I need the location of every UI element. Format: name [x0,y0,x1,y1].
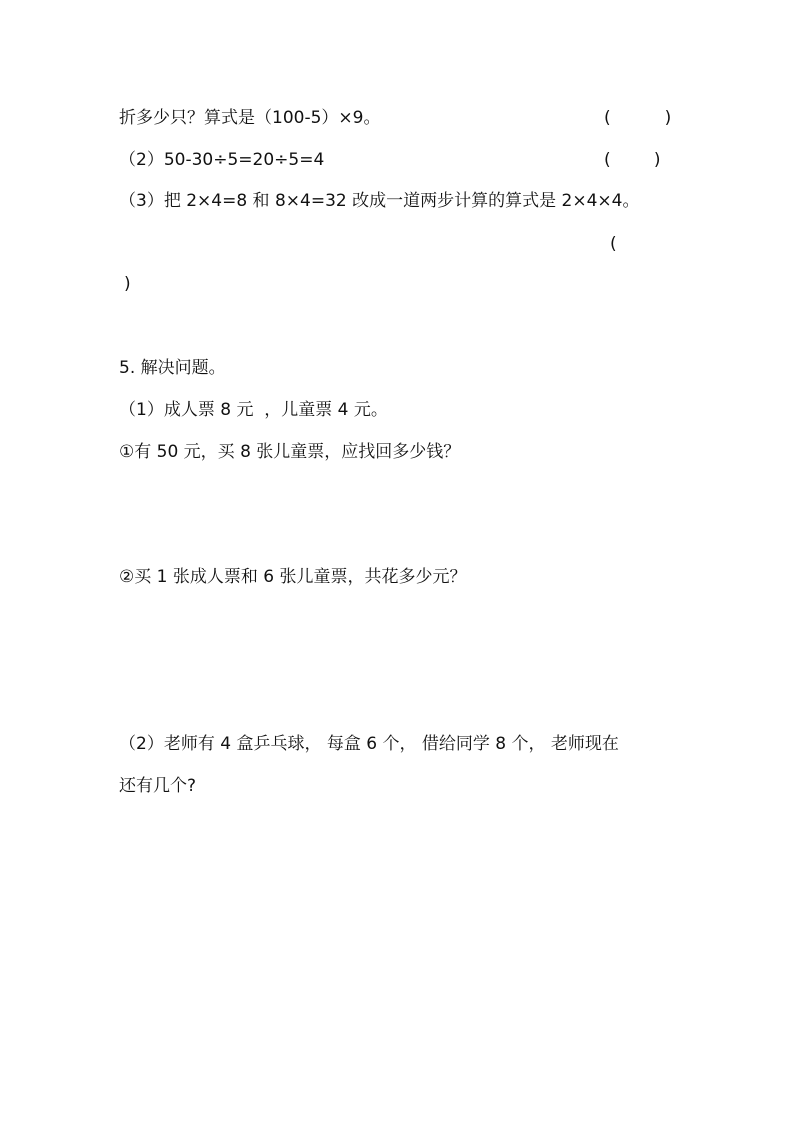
judge-item-2-continuation: 折多少只？算式是（100-5）×9。 [119,108,381,128]
judge-item-4: （3）把 2×4=8 和 8×4=32 改成一道两步计算的算式是 2×4×4。 [119,191,640,211]
answer-bracket-item-4-open: ( [610,234,617,254]
question-1-sub-1: ①有 50 元，买 8 张儿童票，应找回多少钱？ [119,442,461,462]
question-2-line-2: 还有几个? [119,776,197,796]
question-2-line-1: （2）老师有 4 盒乒乓球， 每盒 6 个， 借给同学 8 个， 老师现在 [119,734,619,754]
question-1-sub-2: ②买 1 张成人票和 6 张儿童票，共花多少元？ [119,567,467,587]
section-5-title: 5. 解决问题。 [119,358,226,378]
answer-bracket-item-4-close: ) [124,274,131,294]
answer-bracket-item-3: ( ) [604,150,661,170]
judge-item-3: （2）50-30÷5=20÷5=4 [119,150,325,170]
answer-bracket-item-2: ( ) [604,108,672,128]
question-1-stem: （1）成人票 8 元 ，儿童票 4 元。 [119,400,388,420]
